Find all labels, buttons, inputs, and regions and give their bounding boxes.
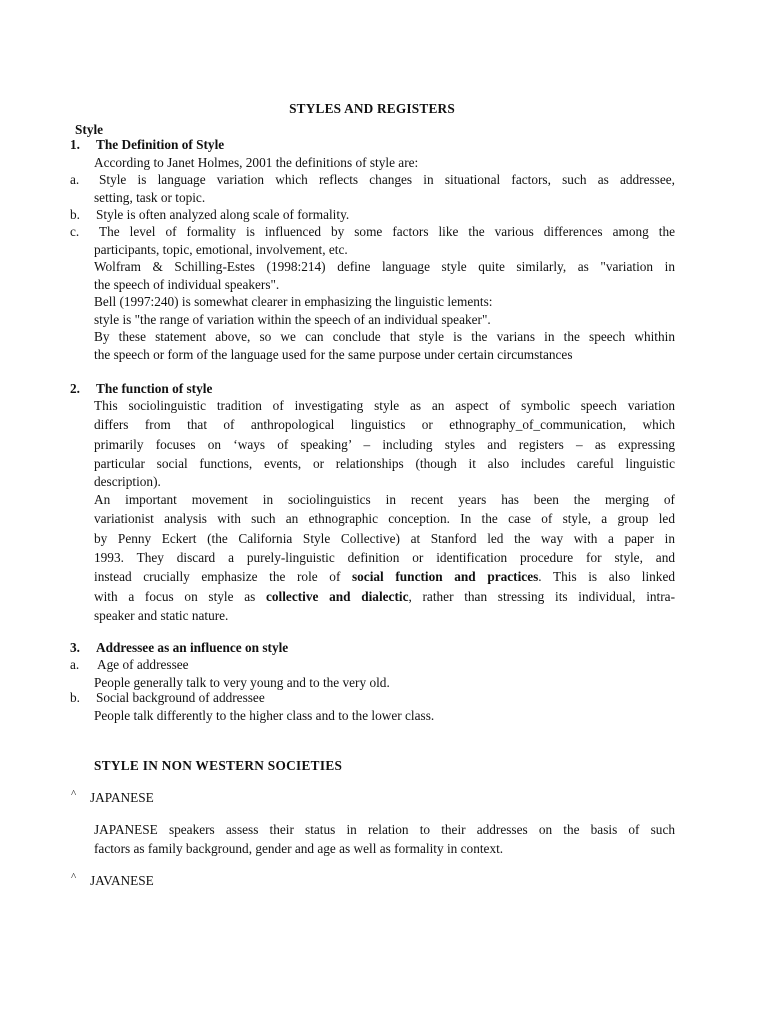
function-line-11-start: with a focus on style as <box>94 589 266 604</box>
item-c-line-2: participants, topic, emotional, involvement, etc. <box>94 242 348 257</box>
function-line-10-end: . This is also linked <box>538 569 675 584</box>
japanese-line-1: JAPANESE speakers assess their status in relation to their addresses on the basis of such <box>94 822 675 837</box>
function-line-5: description). <box>94 474 161 489</box>
style-label: Style <box>75 122 104 137</box>
section-1-heading: The Definition of Style <box>96 137 225 152</box>
section-2-heading: The function of style <box>96 381 213 396</box>
addressee-a-text: People generally talk to very young and to the very old. <box>94 675 390 690</box>
addressee-b-text: People talk differently to the higher class and to the lower class. <box>94 708 435 723</box>
function-line-10 <box>94 569 675 585</box>
function-line-9: 1993. They discard a purely-linguistic definition or identification procedure for style, and <box>94 550 675 565</box>
function-line-8: by Penny Eckert (the California Style Collective) at Stanford led the way with a paper in <box>94 531 675 546</box>
function-line-11 <box>94 589 675 605</box>
paragraph-line-3: Bell (1997:240) is somewhat clearer in emphasizing the linguistic lements: <box>94 294 493 309</box>
japanese-line-2: factors as family background, gender and age as well as formality in context. <box>94 841 504 856</box>
bold-collective-dialectic: collective and dialectic <box>265 589 409 604</box>
section-1-intro: According to Janet Holmes, 2001 the definitions of style are: <box>94 155 419 170</box>
paragraph-line-5: By these statement above, so we can conclude that style is the varians in the speech whithin <box>94 329 675 344</box>
bold-social-function: social function and practices <box>351 569 539 584</box>
function-line-2: differs from that of anthropological linguistics or ethnography_of_communication, which <box>94 417 675 432</box>
function-line-7: variationist analysis with such an ethnographic conception. In the case of style, a group led <box>94 511 675 526</box>
function-line-11-end: , rather than stressing its individual, intra- <box>408 589 675 604</box>
function-line-12: speaker and static nature. <box>94 608 229 623</box>
section-3-heading: Addressee as an influence on style <box>96 640 289 655</box>
paragraph-line-2: the speech of individual speakers". <box>94 277 280 292</box>
function-line-1: This sociolinguistic tradition of investigating style as an aspect of symbolic speech variation <box>94 398 675 413</box>
item-b-marker: b. <box>70 207 80 222</box>
paragraph-line-4: style is "the range of variation within the speech of an individual speaker". <box>94 312 491 327</box>
javanese-bullet-icon: ^ <box>71 871 77 883</box>
addressee-b-marker: b. <box>70 690 80 705</box>
section-3-number: 3. <box>70 640 80 655</box>
addressee-a-marker: a. <box>70 657 80 672</box>
function-line-10-start: instead crucially emphasize the role of <box>94 569 352 584</box>
item-a-marker: a. <box>70 172 80 187</box>
item-c-line-1: The level of formality is influenced by some factors like the various differences among the <box>99 224 675 239</box>
addressee-b-label: Social background of addressee <box>96 690 265 705</box>
item-c-marker: c. <box>70 224 80 239</box>
addressee-a-label: Age of addressee <box>97 657 189 672</box>
item-b-line-1: Style is often analyzed along scale of formality. <box>96 207 350 222</box>
japanese-bullet-icon: ^ <box>71 788 77 800</box>
section-1-number: 1. <box>70 137 80 152</box>
paragraph-line-1: Wolfram & Schilling-Estes (1998:214) define language style quite similarly, as "variation in <box>94 259 675 274</box>
javanese-label: JAVANESE <box>90 873 154 888</box>
section-2-number: 2. <box>70 381 80 396</box>
function-line-4: particular social functions, events, or relationships (though it also includes careful linguistic <box>94 456 675 471</box>
function-line-6: An important movement in sociolinguistics in recent years has been the merging of <box>94 492 675 507</box>
paragraph-line-6: the speech or form of the language used for the same purpose under certain circumstances <box>94 347 573 362</box>
item-a-line-1: Style is language variation which reflects changes in situational factors, such as addressee, <box>99 172 675 187</box>
japanese-label: JAPANESE <box>90 790 154 805</box>
document-title: STYLES AND REGISTERS <box>289 101 455 116</box>
section-4-heading: STYLE IN NON WESTERN SOCIETIES <box>94 758 343 773</box>
function-line-3: primarily focuses on ‘ways of speaking’ – including styles and registers – as expressing <box>94 437 675 452</box>
item-a-line-2: setting, task or topic. <box>94 190 206 205</box>
